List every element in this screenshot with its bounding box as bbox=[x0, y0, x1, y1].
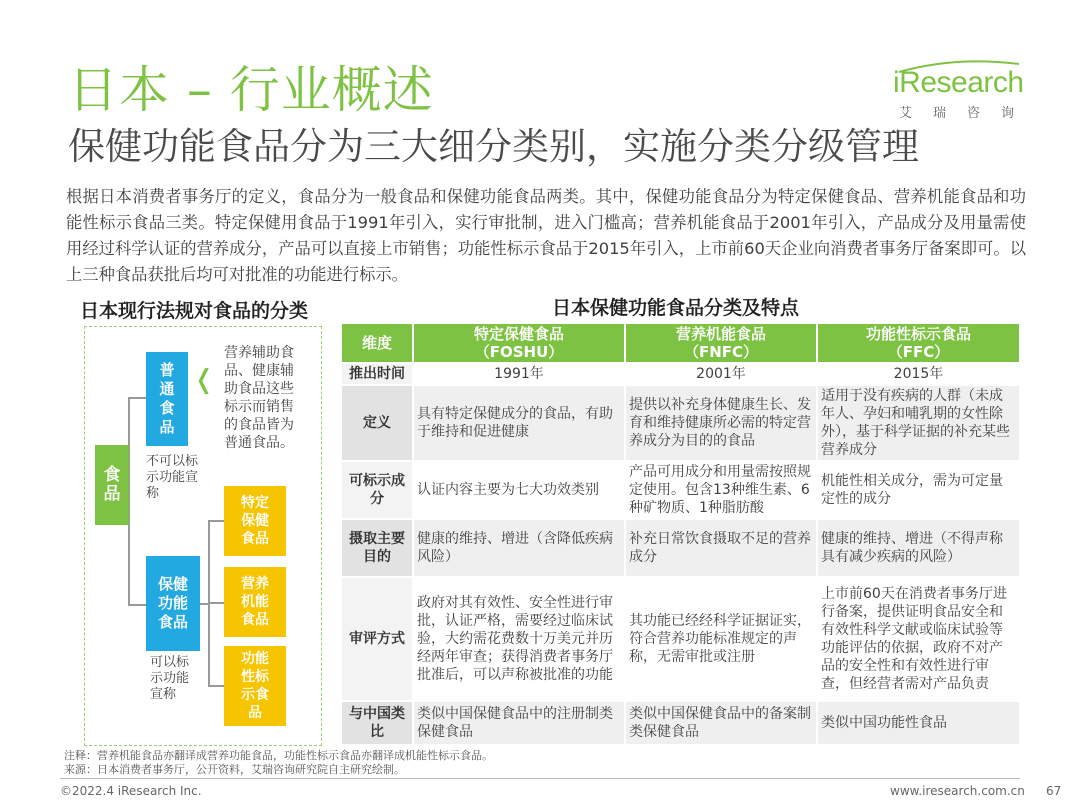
table-cell: 补充日常饮食摄取不足的营养成分 bbox=[626, 520, 818, 578]
header-foshu-abbr: （FOSHU） bbox=[474, 343, 564, 361]
page-title: 日本 – 行业概述 bbox=[68, 61, 434, 119]
table-cell: 上市前60天在消费者事务厅进行备案，提供证明食品安全和有效性科学文献或临床试验等功能评估的依据，政府不对产品的安全性和有效性进行审查，但经营者需对产品负责 bbox=[818, 578, 1021, 702]
foshu-box: 特定保健食品 bbox=[224, 486, 286, 556]
footnote-source: 来源：日本消费者事务厅，公开资料，艾瑞咨询研究院自主研究绘制。 bbox=[64, 763, 405, 776]
row-label: 推出时间 bbox=[342, 364, 414, 386]
table-cell: 类似中国保健食品中的注册制类保健食品 bbox=[414, 702, 626, 746]
table-row bbox=[342, 462, 1021, 520]
food-root-box: 食品 bbox=[95, 445, 129, 525]
ordinary-food-note: 营养辅助食品、健康辅助食品这些标示而销售的食品皆为普通食品。 bbox=[224, 345, 294, 451]
table-cell: 具有特定保健成分的食品，有助于维持和促进健康 bbox=[414, 386, 626, 462]
table-cell: 适用于没有疾病的人群（未成年人、孕妇和哺乳期的女性除外），基于科学证据的补充某些营养成分 bbox=[818, 386, 1021, 462]
connector-sub3 bbox=[208, 685, 224, 687]
logo-cn: 艾瑞咨询 bbox=[899, 106, 1036, 121]
table-cell: 认证内容主要为七大功效类别 bbox=[414, 462, 626, 520]
row-label: 可标示成分 bbox=[342, 462, 414, 520]
header-ffc-abbr: （FFC） bbox=[887, 343, 950, 361]
table-cell: 健康的维持、增进（含降低疾病风险） bbox=[414, 520, 626, 578]
iresearch-logo bbox=[893, 58, 1036, 121]
table-row bbox=[342, 364, 1021, 386]
functional-food-box: 保健功能食品 bbox=[146, 556, 200, 651]
logo-brand: iResearch bbox=[893, 66, 1024, 99]
table-cell: 类似中国功能性食品 bbox=[818, 702, 1021, 746]
bracket-icon: ❬ bbox=[193, 365, 215, 395]
table-cell: 2001年 bbox=[626, 364, 818, 386]
header-fnfc bbox=[626, 324, 818, 364]
footer-copyright: ©2022.4 iResearch Inc. bbox=[60, 784, 202, 798]
intro-paragraph: 根据日本消费者事务厅的定义，食品分为一般食品和保健功能食品两类。其中，保健功能食品分为特定保健食品、营养机能食品和功能性标示食品三类。特定保健用食品于1991年引入，实行审批制，进入门槛高；营养机能食品于2001年引入，产品成分及用量需使用经过科学认证的营养成分，产品可以直接上市销售；功能性标示食品于2015年引入，上市前60天企业向消费者事务厅备案即可。以上三种食品获批后均可对批准的功能进行标示。 bbox=[66, 187, 1026, 284]
fnfc-box: 营养机能食品 bbox=[224, 567, 286, 637]
table-cell: 政府对其有效性、安全性进行审批，认证严格，需要经过临床试验，大约需花费数十万美元并历经两年审查；获得消费者事务厅批准后，可以声称被批准的功能 bbox=[414, 578, 626, 702]
row-label: 审评方式 bbox=[342, 578, 414, 702]
row-label: 定义 bbox=[342, 386, 414, 462]
table-cell: 产品可用成分和用量需按照规定使用。包含13种维生素、6种矿物质、1种脂肪酸 bbox=[626, 462, 818, 520]
connector-sub1 bbox=[208, 520, 224, 522]
header-foshu-name: 特定保健食品 bbox=[473, 325, 564, 343]
table-cell: 1991年 bbox=[414, 364, 626, 386]
diagram-title: 日本现行法规对食品的分类 bbox=[80, 300, 309, 322]
row-label: 摄取主要目的 bbox=[342, 520, 414, 578]
header-fnfc-abbr: （FNFC） bbox=[683, 343, 759, 361]
table-title: 日本保健功能食品分类及特点 bbox=[552, 297, 800, 319]
table-cell: 其功能已经经科学证据证实，符合营养功能标准规定的声称，无需审批或注册 bbox=[626, 578, 818, 702]
table-cell: 类似中国保健食品中的备案制类保健食品 bbox=[626, 702, 818, 746]
table-cell: 健康的维持、增进（不得声称具有减少疾病的风险） bbox=[818, 520, 1021, 578]
table-cell: 机能性相关成分，需为可定量定性的成分 bbox=[818, 462, 1021, 520]
page-subtitle: 保健功能食品分为三大细分类别，实施分类分级管理 bbox=[68, 125, 919, 168]
header-dimension: 维度 bbox=[342, 324, 414, 364]
functional-claim-note: 可以标示功能宣称 bbox=[150, 655, 190, 702]
table-row bbox=[342, 520, 1021, 578]
connector-root-ordinary bbox=[128, 397, 146, 399]
table-row bbox=[342, 578, 1021, 702]
row-label: 与中国类比 bbox=[342, 702, 414, 746]
table-cell: 2015年 bbox=[818, 364, 1021, 386]
table-row bbox=[342, 386, 1021, 462]
table-header-row bbox=[342, 324, 1021, 364]
features-table bbox=[342, 324, 1021, 746]
footer-url[interactable]: www.iresearch.com.cn bbox=[890, 784, 1025, 798]
connector-root-functional bbox=[128, 604, 146, 606]
footnote-note: 注释：营养机能食品亦翻译成营养功能食品，功能性标示食品亦翻译成机能性标示食品。 bbox=[64, 749, 493, 762]
footer-divider bbox=[60, 778, 1020, 779]
connector-sub2 bbox=[208, 602, 224, 604]
ordinary-claim-note: 不可以标示功能宣称 bbox=[146, 454, 199, 501]
header-foshu bbox=[414, 324, 626, 364]
page-number: 67 bbox=[1046, 784, 1062, 798]
header-ffc-name: 功能性标示食品 bbox=[865, 325, 971, 343]
table-cell: 提供以补充身体健康生长、发育和维持健康所必需的特定营养成分为目的的食品 bbox=[626, 386, 818, 462]
table-row bbox=[342, 702, 1021, 746]
header-ffc bbox=[818, 324, 1021, 364]
ordinary-food-box: 普通食品 bbox=[146, 352, 188, 446]
header-fnfc-name: 营养机能食品 bbox=[675, 325, 766, 343]
ffc-box: 功能性标示食品 bbox=[224, 646, 286, 726]
